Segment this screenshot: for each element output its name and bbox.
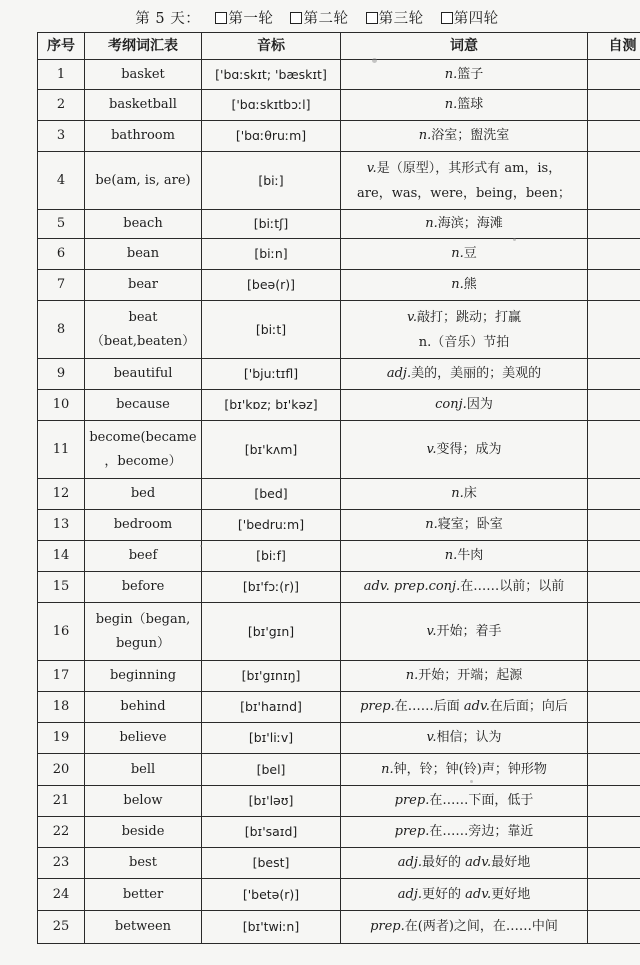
table-row	[38, 817, 640, 848]
phonetic: [bɪ'kʌm]	[202, 421, 341, 479]
meaning-text-2: 在后面；向后	[489, 699, 568, 714]
meaning-text: 熊	[463, 277, 477, 292]
phonetic: [biːt]	[202, 301, 341, 359]
row-number: 5	[38, 210, 85, 239]
phonetic: [bel]	[202, 754, 341, 786]
meaning	[341, 301, 588, 359]
self-test-cell[interactable]	[588, 301, 640, 359]
row-number: 11	[38, 421, 85, 479]
checkbox-square-icon	[290, 12, 302, 24]
part-of-speech: n.	[451, 277, 464, 292]
row-number: 4	[38, 152, 85, 210]
table-row	[38, 121, 640, 152]
part-of-speech: n.	[381, 761, 394, 777]
self-test-cell[interactable]	[588, 270, 640, 301]
part-of-speech: v.	[426, 730, 437, 745]
table-row	[38, 510, 640, 541]
vocab-word: be(am, is, are)	[85, 152, 202, 210]
vocab-word: bed	[85, 479, 202, 510]
meaning-text: 是（原型），其形式有 am，is，	[376, 160, 562, 176]
row-number: 14	[38, 541, 85, 572]
checkbox-square-icon	[366, 12, 378, 24]
part-of-speech: v.	[426, 623, 437, 639]
meaning-text: 相信；认为	[436, 730, 502, 745]
meaning-text: 篮球	[457, 97, 484, 112]
meaning	[341, 572, 588, 603]
part-of-speech: adv. prep.conj.	[363, 579, 461, 594]
row-number: 18	[38, 692, 85, 723]
part-of-speech-2: adv.	[465, 886, 492, 902]
table-row	[38, 603, 640, 661]
meaning-text: 篮子	[457, 66, 484, 82]
phonetic: [bɪ'fɔː(r)]	[202, 572, 341, 603]
vocab-word-line-1: become(became	[89, 429, 197, 445]
self-test-cell[interactable]	[588, 817, 640, 848]
table-row	[38, 210, 640, 239]
self-test-cell[interactable]	[588, 210, 640, 239]
table-row	[38, 692, 640, 723]
vocab-word: beef	[85, 541, 202, 572]
phonetic: ['bɑːθruːm]	[202, 121, 341, 152]
self-test-cell[interactable]	[588, 239, 640, 270]
meaning	[341, 692, 588, 723]
meaning-text: 海滨；海滩	[437, 216, 503, 231]
part-of-speech-2: adv.	[463, 699, 490, 714]
self-test-cell[interactable]	[588, 390, 640, 421]
part-of-speech: v.	[407, 309, 417, 325]
meaning-text: 豆	[463, 246, 477, 261]
meaning	[341, 723, 588, 754]
row-number: 20	[38, 754, 85, 786]
phonetic: ['bjuːtɪfl]	[202, 359, 341, 390]
meaning-text: 床	[463, 486, 477, 501]
checkbox-square-icon	[441, 12, 453, 24]
part-of-speech: n.	[451, 486, 464, 501]
row-number: 25	[38, 911, 85, 944]
phonetic: [bɪ'saɪd]	[202, 817, 341, 848]
row-number: 13	[38, 510, 85, 541]
phonetic: [beə(r)]	[202, 270, 341, 301]
meaning	[341, 121, 588, 152]
part-of-speech: v.	[366, 160, 377, 176]
meaning	[341, 510, 588, 541]
meaning-text: 浴室；盥洗室	[431, 128, 510, 143]
row-number: 6	[38, 239, 85, 270]
row-number: 3	[38, 121, 85, 152]
self-test-cell[interactable]	[588, 359, 640, 390]
part-of-speech: prep.	[370, 919, 405, 934]
meaning-text: 开始；开端；起源	[418, 668, 523, 683]
table-row	[38, 359, 640, 390]
table-header-row	[38, 33, 640, 60]
vocab-word: bear	[85, 270, 202, 301]
table-row	[38, 661, 640, 692]
column-header-self-test: 自测	[588, 33, 640, 60]
self-test-cell[interactable]	[588, 754, 640, 786]
self-test-cell[interactable]	[588, 692, 640, 723]
phonetic: [best]	[202, 848, 341, 879]
meaning-text: 钟，铃；钟(铃)声；钟形物	[393, 761, 547, 777]
meaning	[341, 754, 588, 786]
vocab-word: behind	[85, 692, 202, 723]
phonetic: [biːtʃ]	[202, 210, 341, 239]
round-3-checkbox[interactable]: 第三轮	[366, 11, 424, 27]
vocab-word-line-1: begin（began,	[95, 611, 191, 627]
table-row	[38, 911, 640, 944]
part-of-speech: n.	[425, 517, 438, 532]
row-number: 7	[38, 270, 85, 301]
meaning-text: 牛肉	[457, 548, 484, 563]
self-test-cell[interactable]	[588, 911, 640, 944]
table-row	[38, 848, 640, 879]
row-number: 2	[38, 90, 85, 121]
phonetic: [bed]	[202, 479, 341, 510]
part-of-speech: adj.	[397, 855, 423, 870]
table-row	[38, 239, 640, 270]
meaning-text: 在……以前；以前	[460, 579, 565, 594]
meaning-text: 美的，美丽的；美观的	[411, 366, 542, 381]
meaning	[341, 152, 588, 210]
meaning-text-2: 最好地	[491, 855, 531, 870]
part-of-speech: conj.	[435, 397, 467, 412]
phonetic: ['betə(r)]	[202, 879, 341, 911]
vocab-word-line-2: ，become）	[104, 453, 182, 469]
table-row	[38, 152, 640, 210]
phonetic: ['bɑːskɪt; 'bæskɪt]	[202, 60, 341, 90]
meaning-text: 变得；成为	[436, 441, 502, 457]
table-row	[38, 754, 640, 786]
row-number: 15	[38, 572, 85, 603]
meaning-text: 最好的	[422, 855, 466, 870]
vocab-word: best	[85, 848, 202, 879]
day-label: 第 5 天：	[135, 11, 201, 27]
table-row	[38, 301, 640, 359]
meaning-text-line-2: are，was，were，being，been；	[357, 185, 571, 201]
vocab-word	[85, 603, 202, 661]
scan-speck	[372, 58, 377, 63]
part-of-speech: n.	[444, 66, 458, 82]
meaning	[341, 390, 588, 421]
part-of-speech: n.	[451, 246, 464, 261]
self-test-cell[interactable]	[588, 723, 640, 754]
meaning	[341, 541, 588, 572]
meaning-text: 开始；着手	[436, 623, 502, 639]
self-test-cell[interactable]	[588, 879, 640, 911]
phonetic: [bɪ'gɪnɪŋ]	[202, 661, 341, 692]
column-header-meaning: 词意	[341, 33, 588, 60]
table-row	[38, 90, 640, 121]
vocab-word: beach	[85, 210, 202, 239]
table-row	[38, 541, 640, 572]
meaning-text: 更好的	[422, 886, 466, 902]
self-test-cell[interactable]	[588, 572, 640, 603]
table-row	[38, 479, 640, 510]
meaning	[341, 817, 588, 848]
self-test-cell[interactable]	[588, 661, 640, 692]
column-header-word: 考纲词汇表	[85, 33, 202, 60]
row-number: 8	[38, 301, 85, 359]
meaning-text: 在……下面，低于	[429, 793, 534, 808]
part-of-speech: prep.	[360, 699, 395, 714]
checkbox-square-icon	[215, 12, 227, 24]
meaning	[341, 603, 588, 661]
table-row	[38, 270, 640, 301]
phonetic: [biːn]	[202, 239, 341, 270]
part-of-speech: v.	[426, 441, 437, 457]
scan-speck	[200, 545, 202, 547]
vocab-word: better	[85, 879, 202, 911]
vocab-word: bean	[85, 239, 202, 270]
vocab-word: below	[85, 786, 202, 817]
phonetic: ['bedruːm]	[202, 510, 341, 541]
self-test-cell[interactable]	[588, 848, 640, 879]
meaning	[341, 848, 588, 879]
row-number: 24	[38, 879, 85, 911]
meaning	[341, 359, 588, 390]
part-of-speech: n.	[425, 216, 438, 231]
round-2-checkbox[interactable]: 第二轮	[290, 11, 348, 27]
vocab-word: bathroom	[85, 121, 202, 152]
self-test-cell[interactable]	[588, 510, 640, 541]
vocabulary-table	[37, 32, 640, 944]
table-row	[38, 60, 640, 90]
part-of-speech-2: adv.	[465, 855, 492, 870]
vocab-word: basket	[85, 60, 202, 90]
day-header	[0, 6, 640, 32]
meaning	[341, 911, 588, 944]
table-row	[38, 879, 640, 911]
vocab-word: before	[85, 572, 202, 603]
meaning-text-2: 更好地	[491, 886, 531, 902]
self-test-cell[interactable]	[588, 90, 640, 121]
phonetic: [bɪ'ləʊ]	[202, 786, 341, 817]
row-number: 17	[38, 661, 85, 692]
table-row	[38, 572, 640, 603]
meaning	[341, 60, 588, 90]
scan-speck	[513, 238, 516, 241]
meaning	[341, 786, 588, 817]
self-test-cell[interactable]	[588, 60, 640, 90]
phonetic: [bɪ'liːv]	[202, 723, 341, 754]
meaning-text: 在(两者)之间，在……中间	[404, 919, 558, 934]
table-row	[38, 421, 640, 479]
self-test-cell[interactable]	[588, 152, 640, 210]
row-number: 1	[38, 60, 85, 90]
self-test-cell[interactable]	[588, 603, 640, 661]
meaning-text: 因为	[466, 397, 493, 412]
row-number: 19	[38, 723, 85, 754]
row-number: 9	[38, 359, 85, 390]
meaning	[341, 879, 588, 911]
vocab-word: believe	[85, 723, 202, 754]
self-test-cell[interactable]	[588, 479, 640, 510]
meaning-text-line-2: n.（音乐）节拍	[418, 334, 510, 350]
vocab-word: beautiful	[85, 359, 202, 390]
part-of-speech: n.	[418, 128, 432, 143]
vocab-word: beginning	[85, 661, 202, 692]
round-1-checkbox[interactable]: 第一轮	[215, 11, 273, 27]
self-test-cell[interactable]	[588, 421, 640, 479]
meaning	[341, 270, 588, 301]
row-number: 21	[38, 786, 85, 817]
self-test-cell[interactable]	[588, 786, 640, 817]
vocab-word	[85, 301, 202, 359]
phonetic: [bɪ'twiːn]	[202, 911, 341, 944]
phonetic: [biːf]	[202, 541, 341, 572]
meaning	[341, 90, 588, 121]
vocab-word: bedroom	[85, 510, 202, 541]
part-of-speech: n.	[405, 668, 419, 683]
vocab-word-line-2: begun）	[115, 635, 171, 651]
vocab-word	[85, 421, 202, 479]
phonetic: [bɪ'gɪn]	[202, 603, 341, 661]
scan-speck	[470, 780, 473, 783]
column-header-number: 序号	[38, 33, 85, 60]
round-4-checkbox[interactable]: 第四轮	[441, 11, 499, 27]
table-row	[38, 786, 640, 817]
meaning-text: 寝室；卧室	[437, 517, 503, 532]
column-header-phonetic: 音标	[202, 33, 341, 60]
table-row	[38, 390, 640, 421]
meaning	[341, 210, 588, 239]
meaning	[341, 661, 588, 692]
vocab-word: because	[85, 390, 202, 421]
part-of-speech: n.	[444, 97, 458, 112]
row-number: 16	[38, 603, 85, 661]
row-number: 12	[38, 479, 85, 510]
self-test-cell[interactable]	[588, 121, 640, 152]
vocab-word: bell	[85, 754, 202, 786]
row-number: 10	[38, 390, 85, 421]
self-test-cell[interactable]	[588, 541, 640, 572]
meaning-text: 在……旁边；靠近	[429, 824, 534, 839]
vocab-word: between	[85, 911, 202, 944]
meaning-text: 敲打；跳动；打赢	[416, 309, 521, 325]
row-number: 22	[38, 817, 85, 848]
phonetic: ['bɑːskɪtbɔːl]	[202, 90, 341, 121]
part-of-speech: adj.	[386, 366, 412, 381]
part-of-speech: n.	[444, 548, 458, 563]
meaning	[341, 421, 588, 479]
row-number: 23	[38, 848, 85, 879]
part-of-speech: prep.	[394, 793, 430, 808]
phonetic: [bɪ'kɒz; bɪ'kəz]	[202, 390, 341, 421]
meaning	[341, 239, 588, 270]
vocab-word-line-1: beat	[128, 309, 158, 325]
vocab-word: beside	[85, 817, 202, 848]
table-row	[38, 723, 640, 754]
part-of-speech: prep.	[394, 824, 430, 839]
meaning	[341, 479, 588, 510]
vocab-word: basketball	[85, 90, 202, 121]
phonetic: [biː]	[202, 152, 341, 210]
vocab-word-line-2: （beat,beaten）	[90, 333, 196, 349]
meaning-text: 在……后面	[394, 699, 464, 714]
phonetic: [bɪ'haɪnd]	[202, 692, 341, 723]
part-of-speech: adj.	[397, 886, 423, 902]
